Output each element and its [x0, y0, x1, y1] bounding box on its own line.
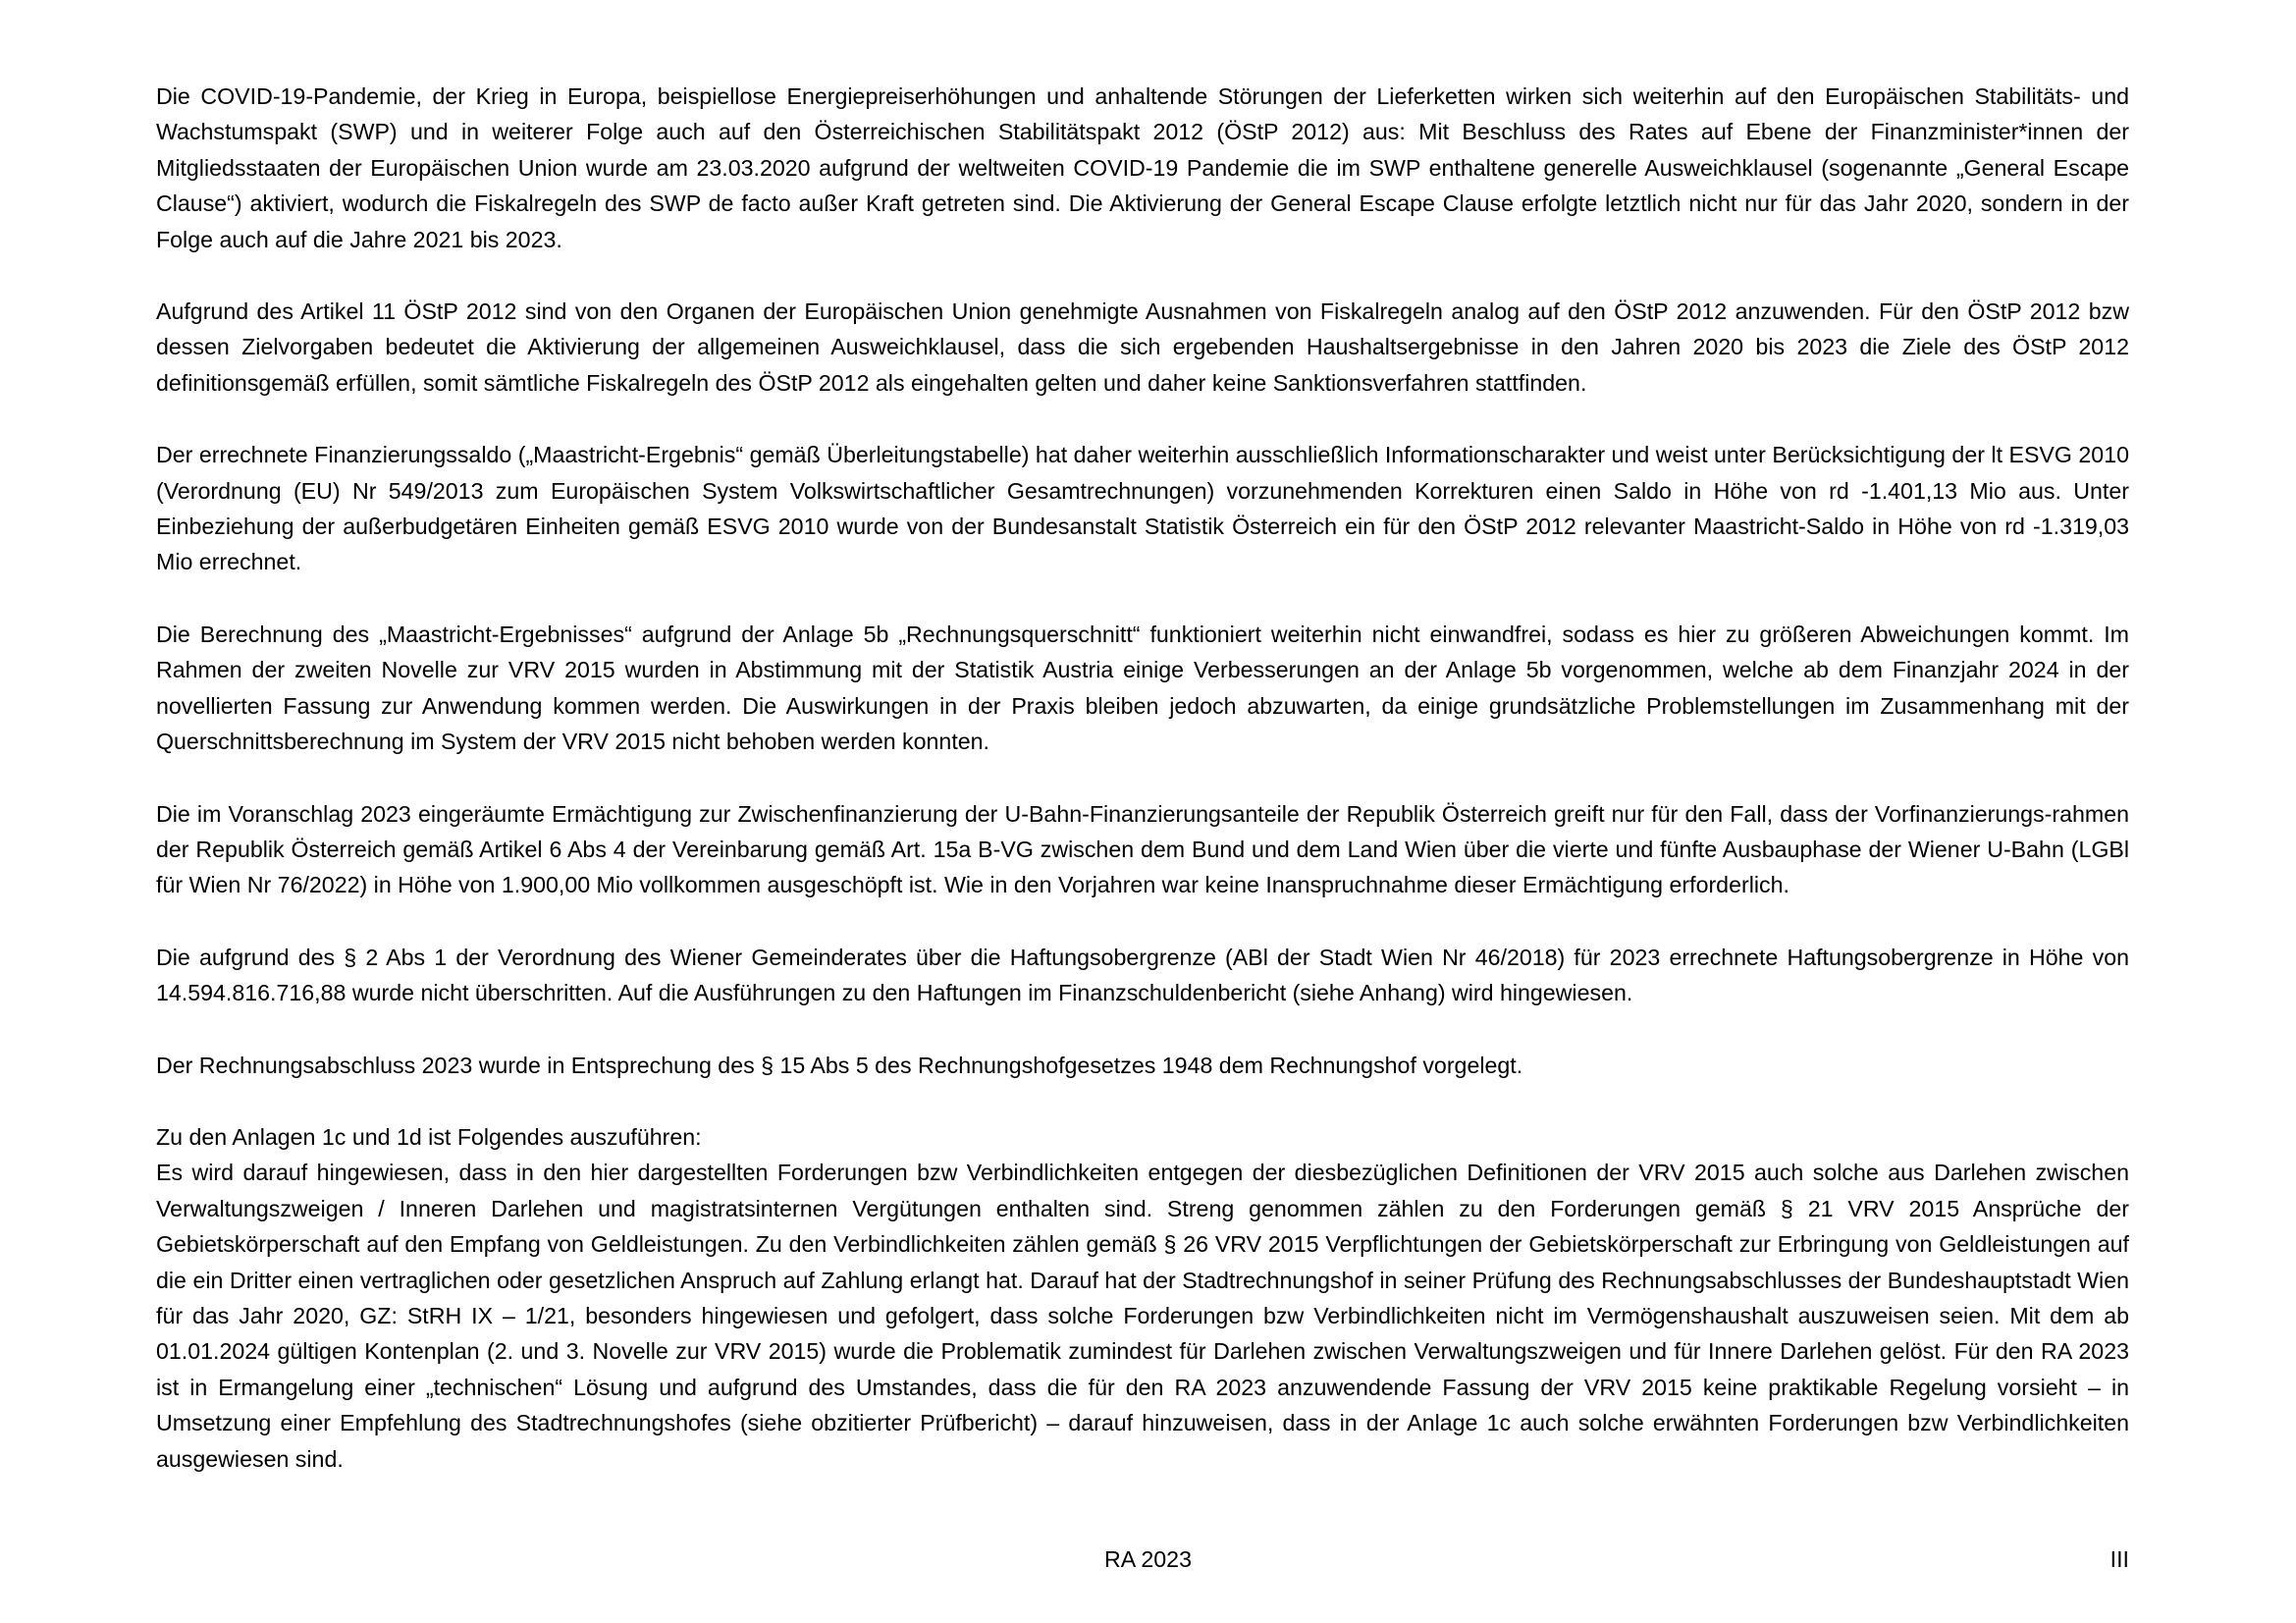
paragraph-forderungen-verbindlichkeiten: Es wird darauf hingewiesen, dass in den hier dargestellten Forderungen bzw Verbindlichkeiten entgegen der diesbezüglichen Definitionen der VRV 2015 auch solche aus Darlehen zwischen Verwaltungszweigen / Inneren Darlehen und magistratsinternen Vergütungen enthalten sind. Streng genommen zählen zu den Forderungen gemäß § 21 VRV 2015 Ansprüche der Gebietskörperschaft auf den Empfang von Geldleistungen. Zu den Verbindlichkeiten zählen gemäß § 26 VRV 2015 Verpflichtungen der Gebietskörperschaft zur Erbringung von Geldleistungen auf die ein Dritter einen vertraglichen oder gesetzlichen Anspruch auf Zahlung erlangt hat. Darauf hat der Stadtrechnungshof in seiner Prüfung des Rechnungsabschlusses der Bundeshauptstadt Wien für das Jahr 2020, GZ: StRH IX – 1/21, besonders hingewiesen und gefolgert, dass solche Forderungen bzw Verbindlichkeiten nicht im Vermögenshaushalt auszuweisen seien. Mit dem ab 01.01.2024 gültigen Kontenplan (2. und 3. Novelle zur VRV 2015) wurde die Problematik zumindest für Darlehen zwischen Verwaltungszweigen und für Innere Darlehen gelöst. Für den RA 2023 ist in Ermangelung einer „technischen“ Lösung und aufgrund des Umstandes, dass die für den RA 2023 anzuwendende Fassung der VRV 2015 keine praktikable Regelung vorsieht – in Umsetzung einer Empfehlung des Stadtrechnungshofes (siehe obzitierter Prüfbericht) – darauf hinzuweisen, dass in der Anlage 1c auch solche erwähnten Forderungen bzw Verbindlichkeiten ausgewiesen sind. — [156, 1160, 2129, 1472]
paragraph-anlagen-heading: Zu den Anlagen 1c und 1d ist Folgendes auszuführen: — [156, 1123, 702, 1150]
paragraph-rechnungsquerschnitt: Die Berechnung des „Maastricht-Ergebnisses“ aufgrund der Anlage 5b „Rechnungsquerschnitt“ funktioniert weiterhin nicht einwandfrei, sodass es hier zu größeren Abweichungen kommt. Im Rahmen der zweiten Novelle zur VRV 2015 wurden in Abstimmung mit der Statistik Austria einige Verbesserungen an der Anlage 5b vorgenommen, welche ab dem Finanzjahr 2024 in der novellierten Fassung zur Anwendung kommen werden. Die Auswirkungen in der Praxis bleiben jedoch abzuwarten, da einige grundsätzliche Problemstellungen im Zusammenhang mit der Querschnittsberechnung im System der VRV 2015 nicht behoben werden konnten. — [156, 621, 2129, 755]
footer-document-label: RA 2023 — [1104, 1546, 1192, 1572]
paragraph-haftungsobergrenze: Die aufgrund des § 2 Abs 1 der Verordnung des Wiener Gemeinderates über die Haftungsobergrenze (ABl der Stadt Wien Nr 46/2018) für 2023 errechnete Haftungsobergrenze in Höhe von 14.594.816.716,88 wurde nicht überschritten. Auf die Ausführungen zu den Haftungen im Finanzschuldenbericht (siehe Anhang) wird hingewiesen. — [156, 944, 2129, 1006]
paragraph-maastricht-saldo: Der errechnete Finanzierungssaldo („Maastricht-Ergebnis“ gemäß Überleitungstabelle) hat daher weiterhin ausschließlich Informationscharakter und weist unter Berücksichtigung der lt ESVG 2010 (Verordnung (EU) Nr 549/2013 zum Europäischen System Volkswirtschaftlicher Gesamtrechnungen) vorzunehmenden Korrekturen einen Saldo in Höhe von rd -1.401,13 Mio aus. Unter Einbeziehung der außerbudgetären Einheiten gemäß ESVG 2010 wurde von der Bundesanstalt Statistik Österreich ein für den ÖStP 2012 relevanter Maastricht-Saldo in Höhe von rd -1.319,03 Mio errechnet. — [156, 442, 2129, 575]
paragraph-article-11-oestp: Aufgrund des Artikel 11 ÖStP 2012 sind von den Organen der Europäischen Union genehmigte Ausnahmen von Fiskalregeln analog auf den ÖStP 2012 anzuwenden. Für den ÖStP 2012 bzw dessen Zielvorgaben bedeutet die Aktivierung der allgemeinen Ausweichklausel, dass die sich ergebenden Haushaltsergebnisse in den Jahren 2020 bis 2023 die Ziele des ÖStP 2012 definitionsgemäß erfüllen, somit sämtliche Fiskalregeln des ÖStP 2012 als eingehalten gelten und daher keine Sanktionsverfahren stattfinden. — [156, 298, 2129, 396]
paragraph-rechnungshof: Der Rechnungsabschluss 2023 wurde in Entsprechung des § 15 Abs 5 des Rechnungshofgesetzes 1948 dem Rechnungshof vorgelegt. — [156, 1052, 1523, 1078]
document-body — [156, 79, 2129, 1513]
paragraph-covid-escape-clause: Die COVID-19-Pandemie, der Krieg in Europa, beispiellose Energiepreiserhöhungen und anhaltende Störungen der Lieferketten wirken sich weiterhin auf den Europäischen Stabilitäts- und Wachstumspakt (SWP) und in weiterer Folge auch auf den Österreichischen Stabilitätspakt 2012 (ÖStP 2012) aus: Mit Beschluss des Rates auf Ebene der Finanzminister*innen der Mitgliedsstaaten der Europäischen Union wurde am 23.03.2020 aufgrund der weltweiten COVID-19 Pandemie die im SWP enthaltene generelle Ausweichklausel (sogenannte „General Escape Clause“) aktiviert, wodurch die Fiskalregeln des SWP de facto außer Kraft getreten sind. Die Aktivierung der General Escape Clause erfolgte letztlich nicht nur für das Jahr 2020, sondern in der Folge auch auf die Jahre 2021 bis 2023. — [156, 83, 2129, 252]
paragraph-u-bahn-finanzierung: Die im Voranschlag 2023 eingeräumte Ermächtigung zur Zwischenfinanzierung der U-Bahn-Finanzierungsanteile der Republik Österreich greift nur für den Fall, dass der Vorfinanzierungs-rahmen der Republik Österreich gemäß Artikel 6 Abs 4 der Vereinbarung gemäß Art. 15a B-VG zwischen dem Bund und dem Land Wien über die vierte und fünfte Ausbauphase der Wiener U-Bahn (LGBl für Wien Nr 76/2022) in Höhe von 1.900,00 Mio vollkommen ausgeschöpft ist. Wie in den Vorjahren war keine Inanspruchnahme dieser Ermächtigung erforderlich. — [156, 800, 2129, 898]
footer-page-number: III — [2109, 1546, 2129, 1572]
